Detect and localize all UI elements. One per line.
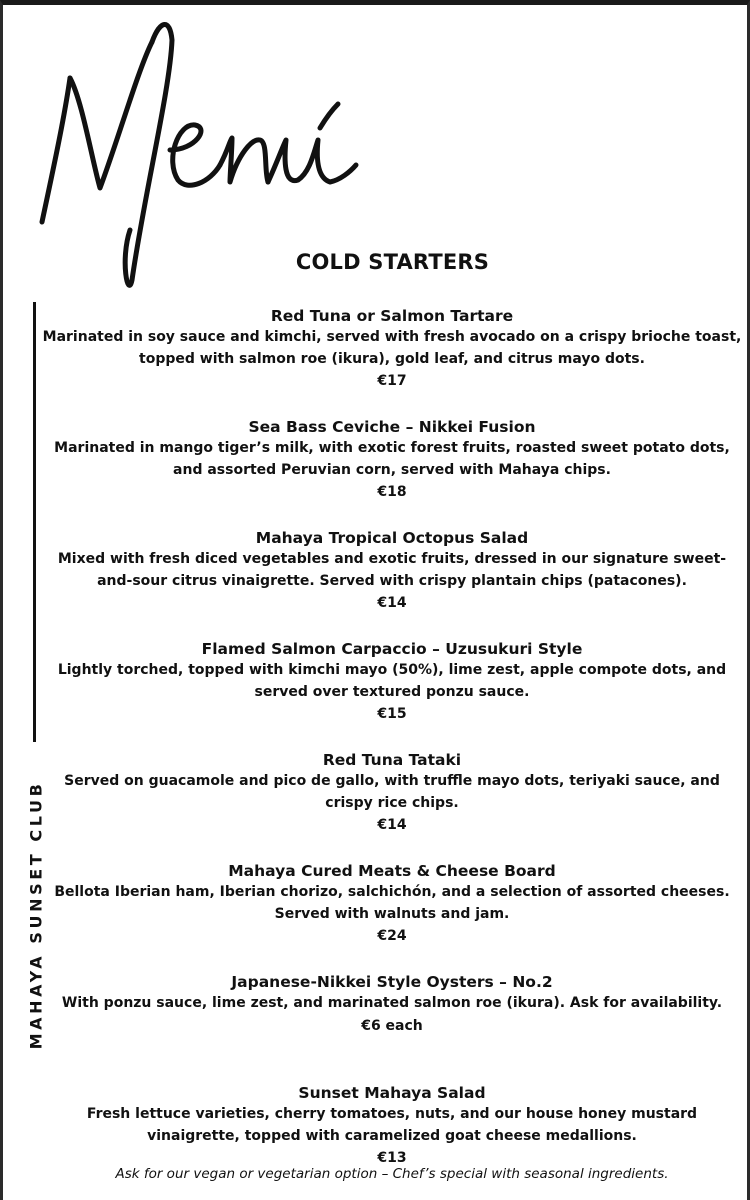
- menu-item: [42, 305, 742, 416]
- menu-item: [42, 416, 742, 527]
- item-description: Bellota Iberian ham, Iberian chorizo, salchichón, and a selection of assorted cheeses. Served with walnuts and jam.: [54, 884, 730, 922]
- item-price: €18: [377, 484, 407, 500]
- item-description: Marinated in soy sauce and kimchi, served with fresh avocado on a crispy brioche toast, topped with salmon roe (ikura), gold leaf, and citrus mayo dots.: [42, 329, 742, 367]
- item-name: Red Tuna Tataki: [322, 751, 462, 769]
- item-price: €15: [377, 706, 407, 722]
- item-price: €13: [377, 1150, 407, 1166]
- item-price: €24: [377, 928, 407, 944]
- item-name: Red Tuna or Salmon Tartare: [270, 307, 514, 325]
- item-name: Mahaya Cured Meats & Cheese Board: [228, 862, 556, 880]
- club-brand-vertical: MAHAYA SUNSET CLUB: [26, 780, 46, 1050]
- item-description: Fresh lettuce varieties, cherry tomatoes, nuts, and our house honey mustard vinaigrette, topped with caramelized goat cheese medallions.: [86, 1106, 698, 1144]
- side-divider: [33, 302, 36, 742]
- item-name: Sea Bass Ceviche – Nikkei Fusion: [248, 418, 536, 436]
- item-price: €14: [377, 817, 407, 833]
- item-price: €17: [377, 373, 407, 389]
- item-description: Served on guacamole and pico de gallo, with truffle mayo dots, teriyaki sauce, and crispy rice chips.: [64, 773, 720, 811]
- item-description: Marinated in mango tiger’s milk, with exotic forest fruits, roasted sweet potato dots, and assorted Peruvian corn, served with Mahaya chips.: [54, 440, 730, 478]
- item-description: Lightly torched, topped with kimchi mayo (50%), lime zest, apple compote dots, and served over textured ponzu sauce.: [57, 662, 727, 700]
- menu-item: [42, 749, 742, 860]
- item-price: €6 each: [361, 1017, 423, 1034]
- menu-item: [42, 638, 742, 749]
- item-description: With ponzu sauce, lime zest, and marinated salmon roe (ikura). Ask for availability.: [61, 995, 723, 1011]
- menu-item-list: [42, 305, 742, 1193]
- item-name: Japanese-Nikkei Style Oysters – No.2: [231, 973, 553, 991]
- item-name: Mahaya Tropical Octopus Salad: [255, 529, 529, 547]
- item-description: Mixed with fresh diced vegetables and exotic fruits, dressed in our signature sweet-and-sour citrus vinaigrette. Served with crispy plantain chips (patacones).: [57, 551, 727, 589]
- item-name: Sunset Mahaya Salad: [298, 1084, 486, 1102]
- menu-item: [42, 971, 742, 1082]
- menu-item: [42, 860, 742, 971]
- item-name: Flamed Salmon Carpaccio – Uzusukuri Style: [201, 640, 583, 658]
- menu-item: [42, 527, 742, 638]
- item-price: €14: [377, 595, 407, 611]
- section-title: COLD STARTERS: [295, 250, 490, 274]
- footer-note: Ask for our vegan or vegetarian option – Chef’s special with seasonal ingredients.: [115, 1166, 669, 1182]
